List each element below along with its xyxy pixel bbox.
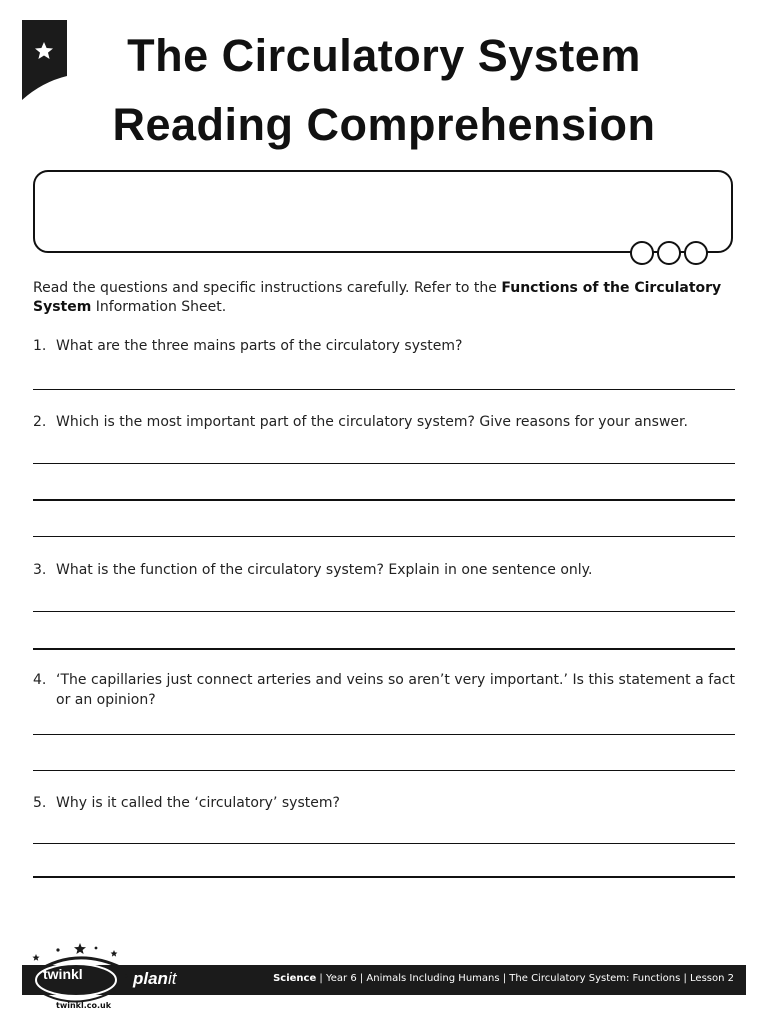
question-5: 5. Why is it called the ‘circulatory’ system? — [33, 795, 340, 811]
answer-line-4a[interactable] — [33, 734, 735, 735]
page-subtitle: Reading Comprehension — [112, 99, 656, 150]
question-3: 3. What is the function of the circulatory system? Explain in one sentence only. — [33, 562, 593, 578]
twinkl-wordmark: twinkl — [43, 966, 83, 982]
answer-line-3a[interactable] — [33, 611, 735, 612]
answer-line-4b[interactable] — [33, 770, 735, 771]
name-entry-box[interactable] — [33, 170, 733, 253]
decorative-circles — [630, 241, 708, 265]
circle-icon — [630, 241, 654, 265]
question-1: 1. What are the three mains parts of the circulatory system? — [33, 338, 463, 354]
question-2: 2. Which is the most important part of the circulatory system? Give reasons for your answer. — [33, 414, 688, 430]
answer-line-2b[interactable] — [33, 499, 735, 501]
page-title: The Circulatory System — [127, 30, 641, 81]
circle-icon — [657, 241, 681, 265]
answer-line-3b[interactable] — [33, 648, 735, 650]
answer-line-2a[interactable] — [33, 463, 735, 464]
answer-line-5a[interactable] — [33, 843, 735, 844]
footer-breadcrumb: Science | Year 6 | Animals Including Humans | The Circulatory System: Functions | Lesson 2 — [273, 973, 734, 984]
twinkl-url: twinkl.co.uk — [56, 1001, 112, 1010]
planit-logo: planit — [133, 969, 177, 988]
info-sheet-title: Functions of the Circulatory System — [33, 280, 722, 315]
answer-line-1a[interactable] — [33, 389, 735, 390]
footer-bar — [22, 965, 746, 995]
circle-icon — [684, 241, 708, 265]
instructions: Read the questions and specific instructions carefully. Refer to the Functions of the Circulatory System Information Sheet. — [33, 280, 722, 315]
answer-line-2c[interactable] — [33, 536, 735, 537]
answer-line-5b[interactable] — [33, 876, 735, 878]
question-4: 4. ‘The capillaries just connect arteries and veins so aren’t very important.’ Is this statement a fact or an opinion? — [33, 672, 735, 708]
